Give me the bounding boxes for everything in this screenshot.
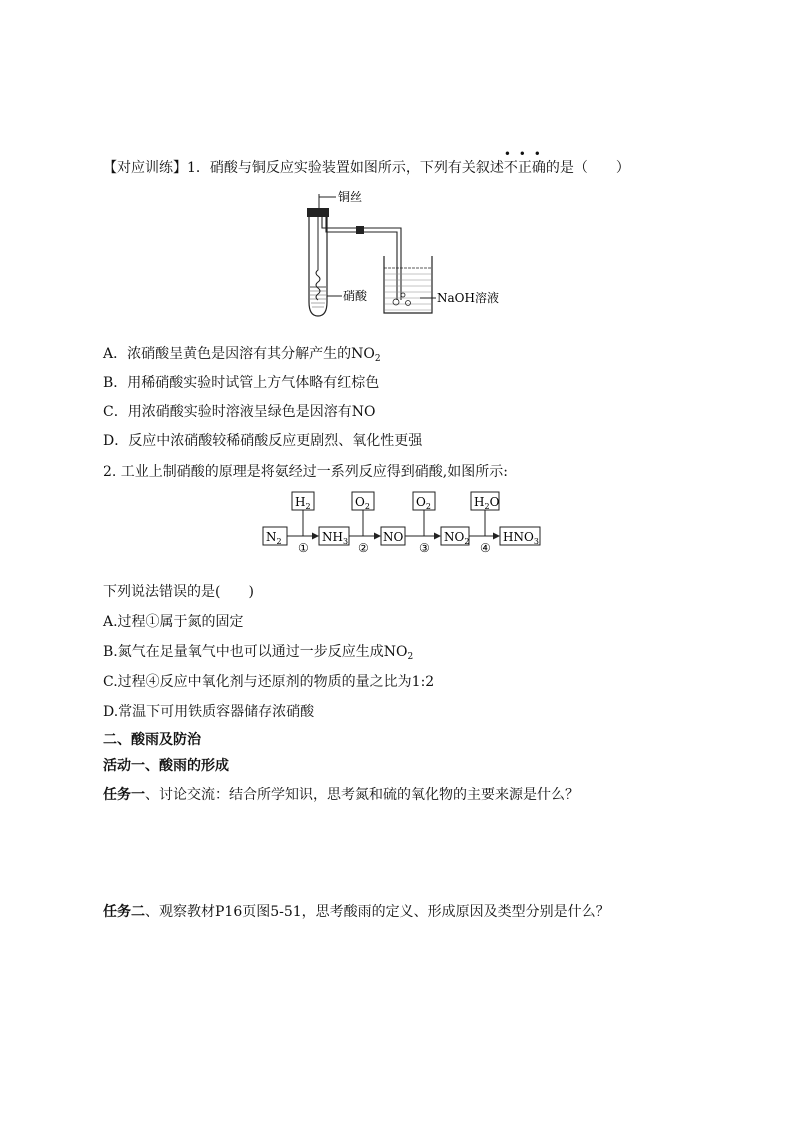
step-2-label: ② [358, 541, 369, 555]
section-heading: 二、酸雨及防治 [103, 732, 201, 748]
q2-stem: 2. 工业上制硝酸的原理是将氨经过一系列反应得到硝酸,如图所示: [103, 464, 508, 480]
step-1-label: ① [298, 541, 309, 555]
q1-option-a: A．浓硝酸呈黄色是因溶有其分解产生的$NO_2$ [103, 346, 381, 364]
q1-intro: 【对应训练】1．硝酸与铜反应实验装置如图所示，下列有关叙述 [103, 160, 504, 176]
naoh-label: NaOH溶液 [437, 291, 499, 305]
no-box: NO [383, 530, 404, 544]
o2-reagent-2: $O_2$ [416, 495, 431, 511]
task-1-label: 任务一 [103, 787, 145, 803]
q2-question: 下列说法错误的是( ) [103, 584, 254, 600]
q1-option-c: C．用浓硝酸实验时溶液呈绿色是因溶有NO [103, 404, 376, 420]
task-1: 任务一、讨论交流：结合所学知识，思考氮和硫的氧化物的主要来源是什么？ [103, 787, 579, 803]
step-4-label: ④ [480, 541, 491, 555]
activity-heading: 活动一、酸雨的形成 [103, 758, 229, 774]
q2-option-b: B.氮气在足量氧气中也可以通过一步反应生成$NO_2$ [103, 644, 414, 662]
q2-option-c: C.过程④反应中氧化剂与还原剂的物质的量之比为1:2 [103, 674, 435, 690]
n2-box: $N_2$ [266, 530, 282, 546]
step-3-label: ③ [419, 541, 430, 555]
hno3-box: $HNO_3$ [503, 530, 539, 546]
q2-option-a: A.过程①属于氮的固定 [103, 614, 244, 630]
h2o-reagent: $H_2O$ [474, 495, 500, 511]
nitric-acid-label: 硝酸 [343, 289, 368, 303]
no2-box: $NO_2$ [444, 530, 470, 546]
q1-option-d: D．反应中浓硝酸较稀硝酸反应更剧烈、氧化性更强 [103, 433, 423, 449]
task-2-label: 任务二 [103, 904, 145, 920]
task-2: 任务二、观察教材P16页图5-51，思考酸雨的定义、形成原因及类型分别是什么？ [103, 904, 610, 920]
o2-reagent-1: $O_2$ [355, 495, 370, 511]
q2-option-d: D.常温下可用铁质容器储存浓硝酸 [103, 704, 315, 720]
q1-option-b: B．用稀硝酸实验时试管上方气体略有红棕色 [103, 375, 380, 391]
h2-reagent: $H_2$ [295, 495, 311, 511]
nh3-box: $NH_3$ [322, 530, 349, 546]
q1-tail: 的是（ ） [545, 160, 630, 176]
copper-wire-label: 铜丝 [338, 190, 363, 204]
q1-emphasis: • • • 不正确 [503, 147, 546, 176]
q1-stem [103, 147, 630, 177]
